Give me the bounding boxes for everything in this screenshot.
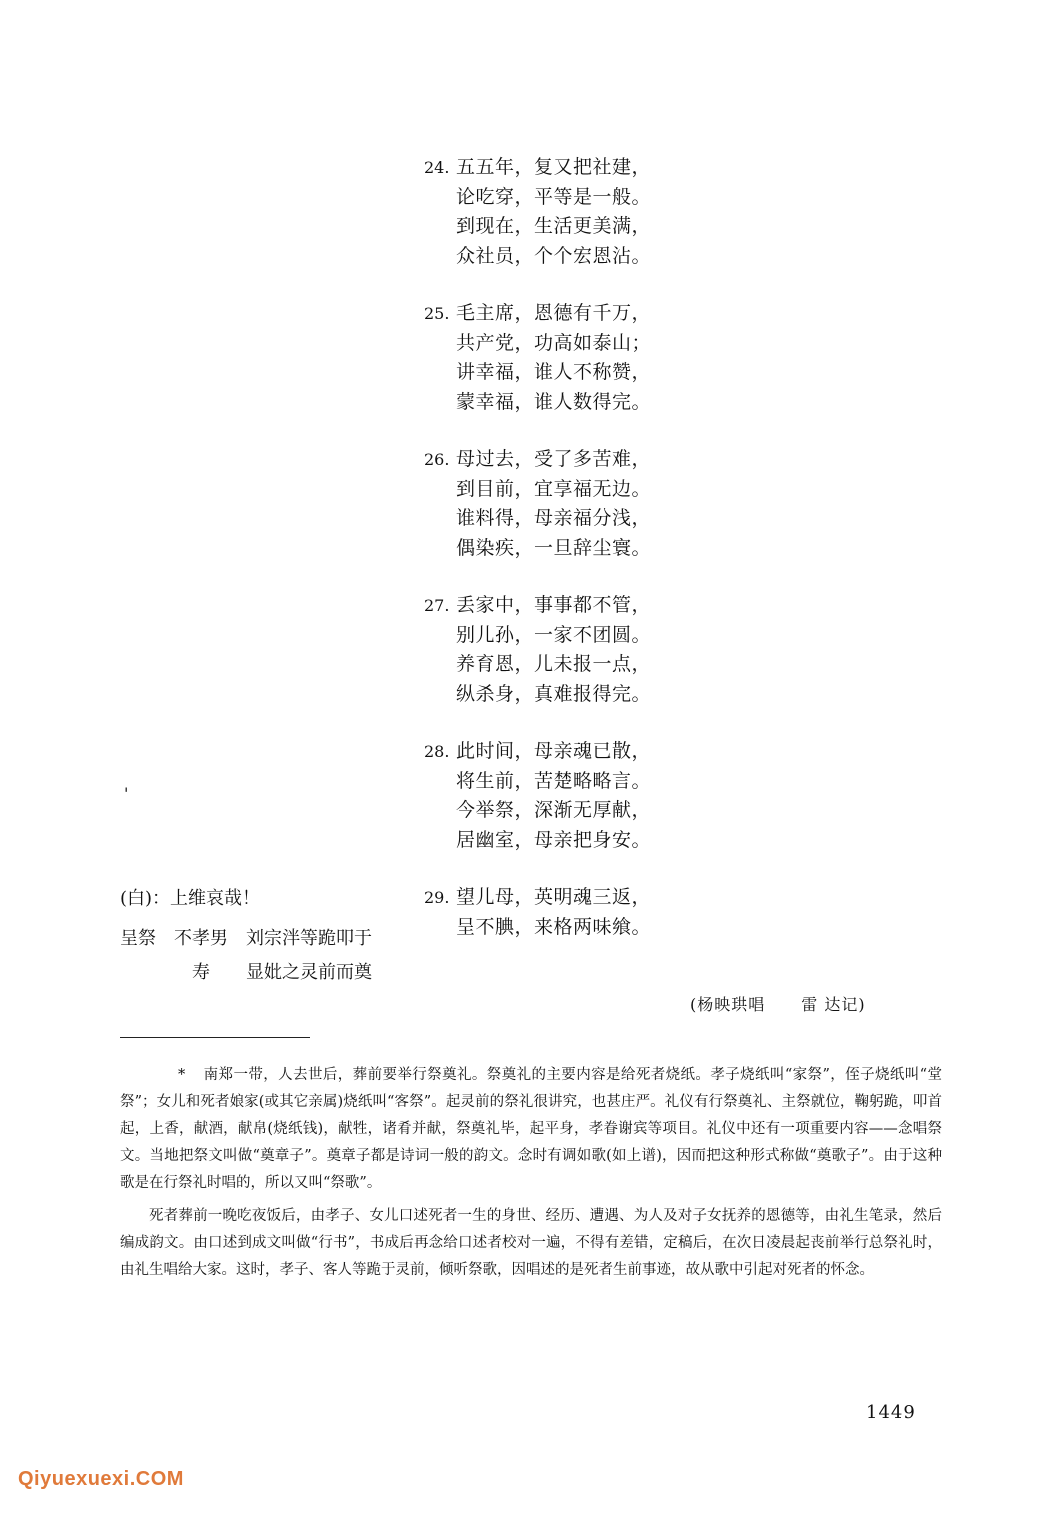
stanza-number: 26. xyxy=(424,450,450,469)
offering-dedication: 显妣之灵前而奠 xyxy=(246,962,372,983)
verse-text: 论吃穿，平等是一般。 xyxy=(456,185,652,208)
verse-text: 丢家中，事事都不管， xyxy=(456,594,652,616)
stanza-27 xyxy=(424,591,684,709)
credit-singer: (杨映珙唱 xyxy=(690,995,766,1014)
verse-text: 众社员，个个宏恩沾。 xyxy=(456,244,652,267)
spoken-line: (白)：上维哀哉！ xyxy=(120,888,261,909)
stanza-29 xyxy=(424,883,684,942)
footnote xyxy=(120,1062,942,1290)
verse-line xyxy=(424,504,684,534)
verse-text: 讲幸福，谁人不称赞， xyxy=(456,361,652,383)
verse-line xyxy=(424,680,684,710)
stanza-number: 27. xyxy=(424,596,450,615)
verse-text: 居幽室，母亲把身安。 xyxy=(456,828,652,851)
verse-line xyxy=(424,913,684,943)
verse-line xyxy=(424,826,684,856)
verse-text: 偶染疾，一旦辞尘寰。 xyxy=(456,536,652,559)
verse-text: 蒙幸福，谁人数得完。 xyxy=(456,390,652,413)
stanza-number: 24. xyxy=(424,158,450,177)
footnote-marker: * xyxy=(178,1067,186,1083)
verse-line xyxy=(424,621,684,651)
verse-text: 今举祭，深渐无厚献， xyxy=(456,799,652,821)
footnote-divider xyxy=(120,1037,310,1038)
verse-line xyxy=(424,183,684,213)
verse-text: 将生前，苦楚略略言。 xyxy=(456,769,652,792)
verse-line xyxy=(424,883,684,913)
verse-text: 五五年，复又把社建， xyxy=(456,156,652,178)
stanza-28 xyxy=(424,737,684,855)
offering-line xyxy=(120,924,372,950)
offering-son: 不孝男 xyxy=(174,928,228,949)
verse-line xyxy=(424,767,684,797)
footnote-text: 南郑一带，人去世后，葬前要举行祭奠礼。祭奠礼的主要内容是给死者烧纸。孝子烧纸叫“家祭”，侄子烧纸叫“堂祭”；女儿和死者娘家(或其它亲属)烧纸叫“客祭”。起灵前的祭礼很讲究，也甚庄严。礼仪有行祭奠礼、主祭就位，鞠躬跪，叩首起，上香，献酒，献帛(烧纸钱)，献牲，诸肴并献，祭奠礼毕，起平身，孝眷谢宾等项目。礼仪中还有一项重要内容——念唱祭文。当地把祭文叫做“奠章子”。奠章子都是诗词一般的韵文。念时有调如歌(如上谱)，因而把这种形式称做“奠歌子”。由于这种歌是在行祭礼时唱的，所以又叫“祭歌”。 xyxy=(120,1067,942,1191)
verse-line xyxy=(424,475,684,505)
verse-line xyxy=(424,445,684,475)
verse-line xyxy=(424,388,684,418)
verse-text: 纵杀身，真难报得完。 xyxy=(456,682,652,705)
verse-line xyxy=(424,212,684,242)
stanza-number: 25. xyxy=(424,304,450,323)
verse-line xyxy=(424,534,684,564)
stanza-26 xyxy=(424,445,684,563)
verse-text: 共产党，功高如泰山； xyxy=(456,331,652,354)
footnote-paragraph xyxy=(120,1062,942,1197)
verse-text: 别儿孙，一家不团圆。 xyxy=(456,623,652,646)
verse-text: 呈不腆，来格两味飨。 xyxy=(456,915,652,938)
offering-names: 刘宗泮等跪叩于 xyxy=(246,928,372,949)
verse-text: 到目前，宜享福无边。 xyxy=(456,477,652,500)
verse-text: 养育恩，儿未报一点， xyxy=(456,653,652,675)
verse-text: 毛主席，恩德有千万， xyxy=(456,302,652,324)
verse-line xyxy=(424,358,684,388)
verse-line xyxy=(424,796,684,826)
verse-line xyxy=(424,299,684,329)
stanza-24 xyxy=(424,153,684,271)
verse-line xyxy=(424,242,684,272)
offering-line-2 xyxy=(120,958,372,984)
verse-block xyxy=(424,153,684,970)
verse-text: 谁料得，母亲福分浅， xyxy=(456,507,652,529)
footnote-paragraph xyxy=(120,1203,942,1284)
verse-text: 此时间，母亲魂已散， xyxy=(456,740,652,762)
offering-label: 呈祭 xyxy=(120,928,156,949)
page-number: 1449 xyxy=(866,1402,916,1423)
stray-mark: ' xyxy=(124,784,129,803)
verse-text: 母过去，受了多苦难， xyxy=(456,448,652,470)
offering-honorific: 寿 xyxy=(192,962,210,983)
site-watermark: Qiyuexuexi.COM xyxy=(18,1468,184,1490)
footnote-text: 死者葬前一晚吃夜饭后，由孝子、女儿口述死者一生的身世、经历、遭遇、为人及对子女抚养的恩德等，由礼生笔录，然后编成韵文。由口述到成文叫做“行书”，书成后再念给口述者校对一遍，不得有差错，定稿后，在次日凌晨起丧前举行总祭礼时，由礼生唱给大家。这时，孝子、客人等跪于灵前，倾听祭歌，因唱述的是死者生前事迹，故从歌中引起对死者的怀念。 xyxy=(120,1208,942,1278)
verse-line xyxy=(424,329,684,359)
verse-line xyxy=(424,153,684,183)
verse-text: 到现在，生活更美满， xyxy=(456,215,652,237)
verse-line xyxy=(424,650,684,680)
verse-line xyxy=(424,737,684,767)
verse-text: 望儿母，英明魂三返， xyxy=(456,886,652,908)
stanza-number: 28. xyxy=(424,742,450,761)
verse-line xyxy=(424,591,684,621)
stanza-25 xyxy=(424,299,684,417)
credit-recorder: 雷 达记) xyxy=(801,995,866,1014)
stanza-number: 29. xyxy=(424,888,450,907)
credit-line xyxy=(690,992,866,1015)
